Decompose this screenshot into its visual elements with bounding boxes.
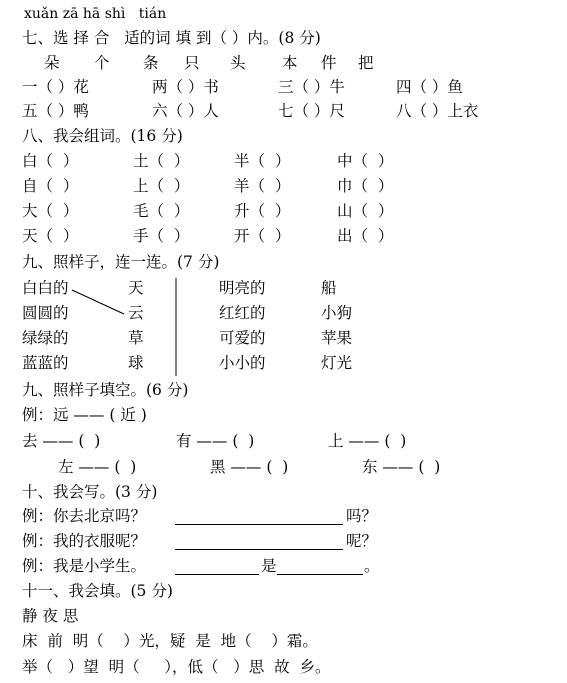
match-left-word: 绿绿的: [22, 329, 69, 347]
measure-word-item: 八（ ）上衣: [396, 102, 479, 120]
section10-title: 十、我会写。(3 分): [22, 483, 158, 501]
antonym-item: 有 —— ( ): [176, 432, 255, 450]
poem-line: 举（ ）望 明（ ），低（ ）思 故 乡。: [22, 658, 331, 676]
match-noun: 草: [128, 329, 144, 347]
writing-suffix: 呢？: [346, 532, 378, 550]
antonym-example: 例：远 —— ( 近 ): [22, 406, 147, 424]
section8-title: 八、我会组词。(16 分): [22, 127, 183, 145]
word-group-item: 开（ ）: [234, 227, 291, 245]
antonym-item: 黑 —— ( ): [210, 458, 289, 476]
word-bank-item: 个: [94, 54, 110, 72]
example-connector-line: [72, 290, 124, 314]
word-group-item: 出（ ）: [337, 227, 394, 245]
writing-example: 例：我是小学生。: [22, 557, 147, 575]
word-group-item: 自（ ）: [22, 177, 79, 195]
match-noun: 天: [128, 279, 144, 297]
word-group-item: 手（ ）: [133, 227, 190, 245]
word-bank-item: 条: [143, 54, 159, 72]
antonym-item: 去 —— ( ): [22, 432, 101, 450]
match-adjective: 红红的: [219, 304, 266, 322]
match-left-word: 圆圆的: [22, 304, 69, 322]
antonym-item: 东 —— ( ): [362, 458, 441, 476]
writing-example: 例：你去北京吗？: [22, 507, 147, 525]
word-group-item: 天（ ）: [22, 227, 79, 245]
word-bank-item: 只: [184, 54, 200, 72]
poem-title: 静 夜 思: [22, 607, 79, 625]
word-group-item: 羊（ ）: [234, 177, 291, 195]
word-bank-item: 把: [358, 54, 374, 72]
section7-title: 七、选 择 合 适的词 填 到（ ）内。(8 分): [22, 29, 321, 47]
section11-title: 十一、我会填。(5 分): [22, 582, 173, 600]
match-right-noun: 小狗: [321, 304, 353, 322]
poem-line: 床 前 明（ ）光，疑 是 地（ ）霜。: [22, 632, 318, 650]
writing-blank[interactable]: [175, 549, 343, 550]
word-group-item: 升（ ）: [234, 202, 291, 220]
measure-word-item: 五（ ）鸭: [22, 102, 89, 120]
match-left-word: 蓝蓝的: [22, 354, 69, 372]
word-bank-item: 朵: [44, 54, 60, 72]
writing-suffix: 。: [364, 557, 380, 575]
word-group-item: 巾（ ）: [337, 177, 394, 195]
match-adjective: 明亮的: [219, 279, 266, 297]
word-group-item: 山（ ）: [337, 202, 394, 220]
word-group-item: 上（ ）: [133, 177, 190, 195]
match-right-noun: 灯光: [321, 354, 353, 372]
word-group-item: 白（ ）: [22, 152, 79, 170]
writing-suffix: 吗？: [346, 507, 378, 525]
match-adjective: 可爱的: [219, 329, 266, 347]
pinyin-line: xuǎn zā hā shì tián: [24, 6, 167, 22]
match-right-noun: 船: [321, 279, 337, 297]
match-adjective: 小小的: [219, 354, 266, 372]
antonym-item: 上 —— ( ): [328, 432, 407, 450]
measure-word-item: 六（ ）人: [152, 102, 219, 120]
word-group-item: 毛（ ）: [133, 202, 190, 220]
match-right-noun: 苹果: [321, 329, 353, 347]
writing-blank[interactable]: [175, 574, 259, 575]
match-noun: 云: [128, 304, 144, 322]
measure-word-item: 四（ ）鱼: [396, 78, 463, 96]
word-bank-item: 件: [321, 54, 337, 72]
writing-blank[interactable]: [175, 524, 343, 525]
writing-blank[interactable]: [277, 574, 363, 575]
section9a-title: 九、照样子，连一连。(7 分): [22, 253, 220, 271]
word-group-item: 中（ ）: [337, 152, 394, 170]
word-group-item: 大（ ）: [22, 202, 79, 220]
word-group-item: 土（ ）: [133, 152, 190, 170]
word-group-item: 半（ ）: [234, 152, 291, 170]
writing-example: 例：我的衣服呢？: [22, 532, 147, 550]
measure-word-item: 一（ ）花: [22, 78, 89, 96]
word-bank-item: 本: [282, 54, 298, 72]
match-noun: 球: [128, 354, 144, 372]
word-bank-item: 头: [230, 54, 246, 72]
measure-word-item: 三（ ）牛: [278, 78, 345, 96]
measure-word-item: 两（ ）书: [152, 78, 219, 96]
antonym-item: 左 —— ( ): [58, 458, 137, 476]
match-left-word: 白白的: [22, 279, 69, 297]
measure-word-item: 七（ ）尺: [278, 102, 345, 120]
writing-middle: 是: [261, 557, 277, 575]
section9b-title: 九、照样子填空。(6 分): [22, 381, 189, 399]
